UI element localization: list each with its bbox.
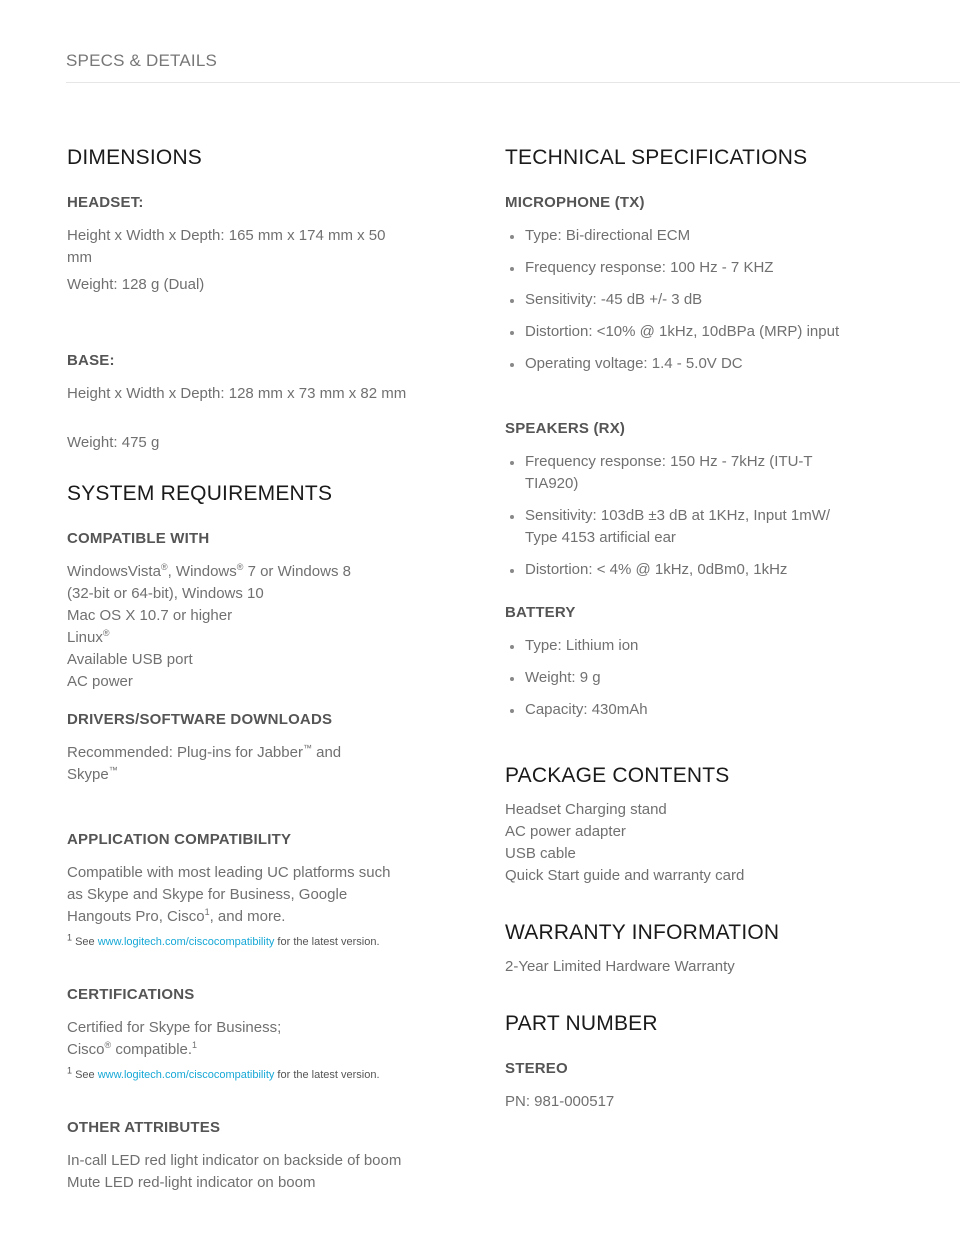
dimensions-title: DIMENSIONS [67,146,203,169]
compatible-mac: Mac OS X 10.7 or higher [67,607,233,624]
compatible-ac: AC power [67,673,133,690]
headset-weight: Weight: 128 g (Dual) [67,276,205,293]
cisco-compatibility-link[interactable]: www.logitech.com/ciscocompatibility [97,1069,275,1081]
technical-specs-title: TECHNICAL SPECIFICATIONS [505,146,808,169]
page-header: SPECS & DETAILS [66,51,218,70]
list-item: Distortion: < 4% @ 1kHz, 0dBm0, 1kHz [505,559,855,581]
list-item: Type: Bi-directional ECM [505,225,855,247]
list-item: Sensitivity: 103dB ±3 dB at 1KHz, Input 1mW/ Type 4153 artificial ear [505,505,855,549]
list-item: Operating voltage: 1.4 - 5.0V DC [505,353,855,375]
base-weight: Weight: 475 g [67,434,160,451]
drivers-text: Recommended: Plug-ins for Jabber™ and Skype™ [67,743,342,783]
list-item: Quick Start guide and warranty card [505,867,745,884]
battery-label: BATTERY [505,604,576,621]
battery-list [505,635,855,721]
part-number-label: STEREO [505,1060,568,1077]
drivers-label: DRIVERS/SOFTWARE DOWNLOADS [67,711,333,728]
list-item: Headset Charging stand [505,801,667,818]
certifications-label: CERTIFICATIONS [67,986,195,1003]
part-number-value: PN: 981-000517 [505,1093,615,1110]
base-size: Height x Width x Depth: 128 mm x 73 mm x 82 mm [67,385,407,402]
microphone-label: MICROPHONE (TX) [505,194,645,211]
certifications-text: Certified for Skype for Business; Cisco® compatible.$^1$ [67,1019,282,1058]
part-number-title: PART NUMBER [505,1012,658,1035]
certifications-footnote: $^1$ See www.logitech.com/ciscocompatibility for the latest version. [67,1065,380,1081]
warranty-text: 2-Year Limited Hardware Warranty [505,958,735,975]
speakers-label: SPEAKERS (RX) [505,420,626,437]
package-contents-list [505,799,855,887]
header-divider [66,82,960,83]
list-item: Weight: 9 g [505,667,855,689]
compatible-with-list [67,561,407,693]
list-item: Sensitivity: -45 dB +/- 3 dB [505,289,855,311]
list-item: Type: Lithium ion [505,635,855,657]
speakers-list [505,451,855,581]
compatible-linux: Linux® [67,628,110,646]
headset-size: Height x Width x Depth: 165 mm x 174 mm x 50 mm [67,227,386,266]
package-contents-title: PACKAGE CONTENTS [505,764,730,787]
list-item: Frequency response: 150 Hz - 7kHz (ITU-T TIA920) [505,451,855,495]
application-compatibility-label: APPLICATION COMPATIBILITY [67,831,292,848]
list-item: Capacity: 430mAh [505,699,855,721]
list-item: AC power adapter [505,823,626,840]
other-attributes-label: OTHER ATTRIBUTES [67,1119,221,1136]
cisco-compatibility-link[interactable]: www.logitech.com/ciscocompatibility [97,936,275,948]
system-requirements-title: SYSTEM REQUIREMENTS [67,482,333,505]
list-item: Distortion: <10% @ 1kHz, 10dBPa (MRP) input [505,321,855,343]
headset-label: HEADSET: [67,194,144,211]
other-attributes-text: In-call LED red light indicator on backside of boom Mute LED red-light indicator on boom [67,1152,402,1191]
list-item: USB cable [505,845,576,862]
base-label: BASE: [67,352,115,369]
compatible-usb: Available USB port [67,651,193,668]
list-item: Frequency response: 100 Hz - 7 KHZ [505,257,855,279]
warranty-title: WARRANTY INFORMATION [505,921,780,944]
microphone-list [505,225,855,375]
compatible-windows: WindowsVista®, Windows® 7 or Windows 8 [67,562,351,580]
application-footnote: $^1$ See www.logitech.com/ciscocompatibility for the latest version. [67,932,380,948]
application-compatibility-text: Compatible with most leading UC platforms such as Skype and Skype for Business, Google Hangouts Pro, Cisco$^1$, and more. [67,864,391,925]
compatible-with-label: COMPATIBLE WITH [67,530,210,547]
compatible-windows-bits: (32-bit or 64-bit), Windows 10 [67,585,264,602]
